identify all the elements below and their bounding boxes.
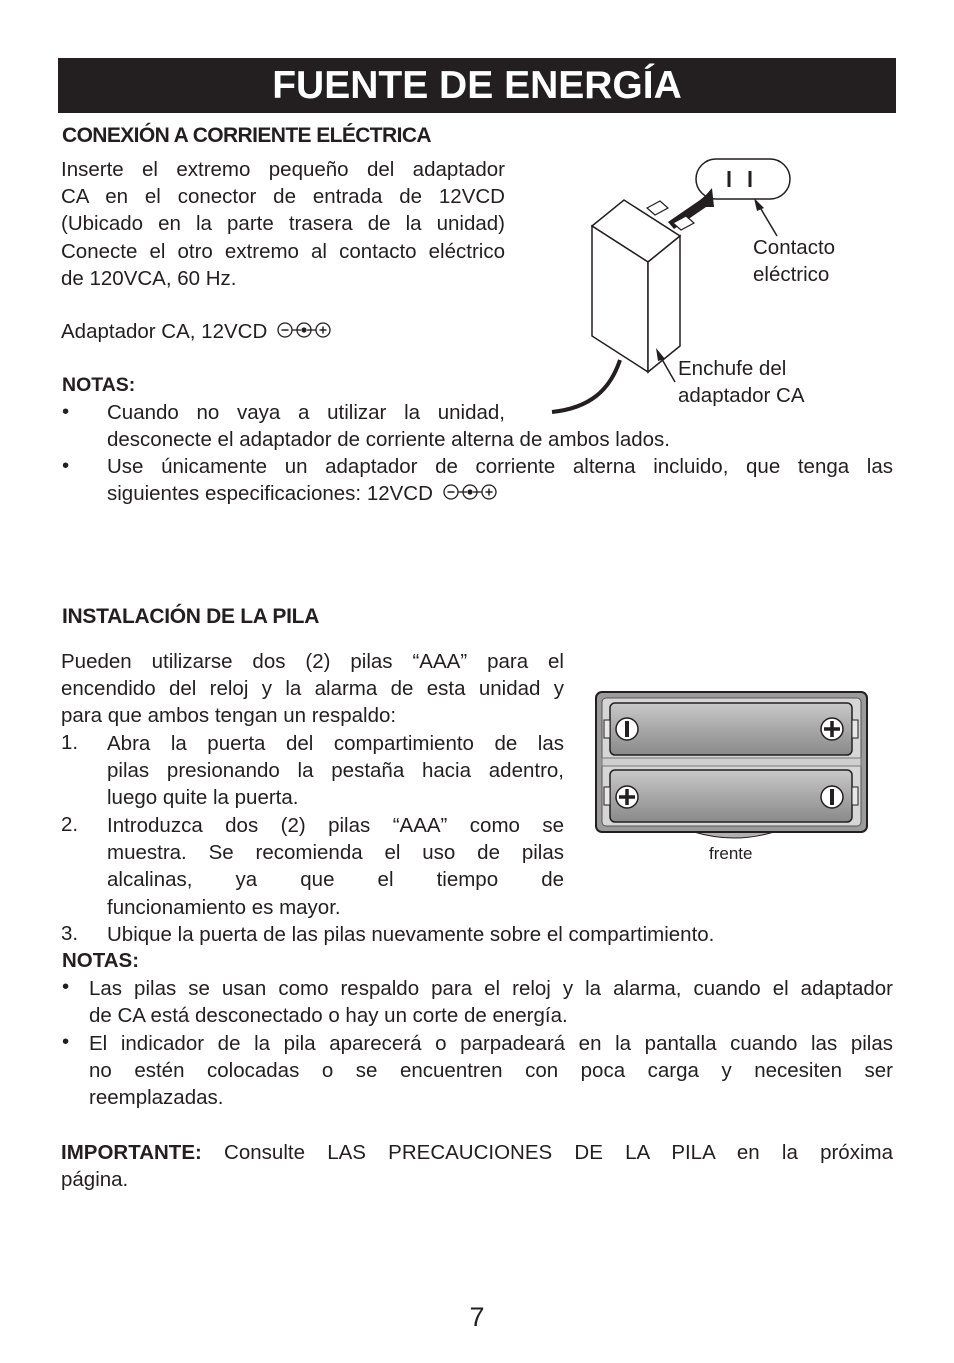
important-line	[61, 1139, 893, 1166]
battery-note-line: no estén colocadas o se encuentren con poca carga y necesiten ser	[89, 1059, 893, 1083]
battery-note-line: Las pilas se usan como respaldo para el reloj y la alarma, cuando el adaptador	[89, 977, 893, 1000]
ac-note-1-line: Cuando no vaya a utilizar la unidad,	[107, 401, 505, 424]
page-number: 7	[469, 1302, 485, 1332]
step-line: muestra. Se recomienda el uso de pilas	[107, 841, 564, 865]
step-number: 3.	[61, 922, 79, 945]
step-number: 1.	[61, 731, 79, 754]
step-number: 2.	[61, 813, 79, 836]
outlet-label	[753, 234, 835, 288]
dc-polarity-icon	[277, 321, 331, 339]
ac-note-2-line2	[107, 480, 893, 507]
important-label: IMPORTANTE:	[61, 1141, 202, 1164]
battery-note-line: de CA está desconectado o hay un corte de energía.	[89, 1004, 568, 1028]
ac-note-1	[107, 399, 505, 426]
step-line: Abra la puerta del compartimiento de las	[107, 732, 564, 755]
battery-notes-heading: NOTAS:	[62, 949, 140, 972]
battery-intro	[61, 648, 564, 730]
step-2	[107, 812, 564, 921]
plug-label-line: adaptador CA	[678, 384, 805, 408]
step-line: alcalinas, ya que el tiempo de	[107, 868, 564, 892]
page-title: FUENTE DE ENERGÍA	[58, 58, 896, 113]
ac-note-2	[107, 453, 893, 507]
important-text: Consulte LAS PRECAUCIONES DE LA PILA en la próxima	[201, 1141, 893, 1164]
ac-line: Inserte el extremo pequeño del adaptador	[61, 158, 505, 181]
adapter-spec	[61, 318, 331, 345]
ac-line: de 120VCA, 60 Hz.	[61, 266, 237, 290]
step-1	[107, 730, 564, 812]
ac-line: CA en el conector de entrada de 12VCD	[61, 185, 505, 209]
battery-cell	[610, 770, 852, 822]
ac-line: Conecte el otro extremo al contacto eléctrico	[61, 239, 505, 263]
battery-intro-line: Pueden utilizarse dos (2) pilas “AAA” para el	[61, 650, 564, 673]
step-line: luego quite la puerta.	[107, 786, 299, 810]
ac-notes-heading: NOTAS:	[62, 374, 136, 396]
ac-note-1-cont: desconecte el adaptador de corriente alterna de ambos lados.	[107, 428, 670, 451]
battery-intro-line: para que ambos tengan un respaldo:	[61, 704, 397, 728]
ac-line: (Ubicado en la parte trasera de la unidad)	[61, 212, 505, 236]
battery-note-2	[89, 1030, 893, 1112]
bullet: •	[62, 1030, 70, 1053]
battery-note-line: El indicador de la pila aparecerá o parpadeará en la pantalla cuando las pilas	[89, 1032, 893, 1055]
adapter-spec-label: Adaptador CA, 12VCD	[61, 320, 268, 343]
battery-intro-line: encendido del reloj y la alarma de esta unidad y	[61, 677, 564, 701]
bullet: •	[62, 975, 70, 998]
plug-label-line: Enchufe del	[678, 357, 787, 380]
outlet-label-line: Contacto	[753, 236, 836, 259]
outlet-label-line: eléctrico	[753, 263, 830, 287]
ac-instructions	[61, 156, 505, 292]
section-heading-battery: INSTALACIÓN DE LA PILA	[62, 605, 320, 628]
figure-label-front: frente	[709, 844, 753, 863]
step-line: Introduzca dos (2) pilas “AAA” como se	[107, 814, 564, 837]
important-note	[61, 1139, 893, 1193]
dc-polarity-icon	[443, 483, 497, 501]
battery-note-line: reemplazadas.	[89, 1086, 224, 1110]
battery-compartment-illustration	[594, 690, 870, 840]
step-3	[107, 921, 714, 948]
step-line: pilas presionando la pestaña hacia adentro,	[107, 759, 564, 783]
plug-label	[678, 355, 805, 409]
section-heading-ac: CONEXIÓN A CORRIENTE ELÉCTRICA	[62, 124, 431, 147]
step-line: funcionamiento es mayor.	[107, 895, 341, 919]
bullet: •	[62, 400, 70, 423]
ac-note-2-text: siguientes especificaciones: 12VCD	[107, 482, 433, 506]
battery-note-1	[89, 975, 893, 1029]
important-line2: página.	[61, 1168, 129, 1192]
ac-note-2-line: Use únicamente un adaptador de corriente alterna incluido, que tenga las	[107, 455, 893, 478]
battery-cell	[610, 703, 852, 755]
step-line: Ubique la puerta de las pilas nuevamente sobre el compartimiento.	[107, 923, 715, 946]
bullet: •	[62, 454, 70, 477]
